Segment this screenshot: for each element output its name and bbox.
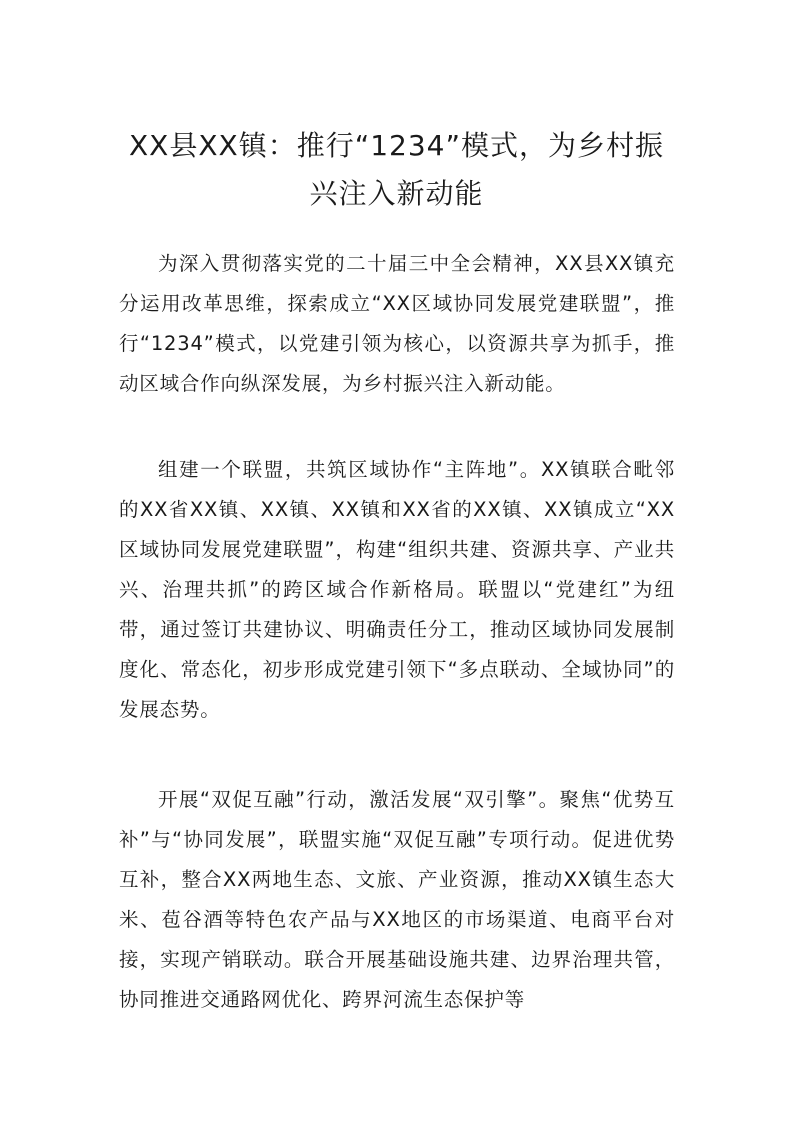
title-line-1: XX县XX镇：推行“1234”模式，为乡村振 [129,129,664,162]
paragraph-dual-promotion: 开展“双促互融”行动，激活发展“双引擎”。聚焦“优势互补”与“协同发展”，联盟实施“双促互融”专项行动。促进优势互补，整合XX两地生态、文旅、产业资源，推动XX镇生态大米、苞谷酒等特色农产品与XX地区的市场渠道、电商平台对接，实现产销联动。联合开展基础设施共建、边界治理共管，协同推进交通路网优化、跨界河流生态保护等 [119,788,675,1011]
paragraph-intro: 为深入贯彻落实党的二十届三中全会精神，XX县XX镇充分运用改革思维，探索成立“XX区域协同发展党建联盟”，推行“1234”模式，以党建引领为核心，以资源共享为抓手，推动区域合作向纵深发展，为乡村振兴注入新动能。 [119,252,675,395]
paragraph-alliance: 组建一个联盟，共筑区域协作“主阵地”。XX镇联合毗邻的XX省XX镇、XX镇、XX镇和XX省的XX镇、XX镇成立“XX区域协同发展党建联盟”，构建“组织共建、资源共享、产业共兴、治理共抓”的跨区域合作新格局。联盟以“党建红”为纽带，通过签订共建协议、明确责任分工，推动区域协同发展制度化、常态化，初步形成党建引领下“多点联动、全域协同”的发展态势。 [119,458,675,721]
document-title [110,122,683,218]
title-line-2: 兴注入新动能 [309,177,484,210]
